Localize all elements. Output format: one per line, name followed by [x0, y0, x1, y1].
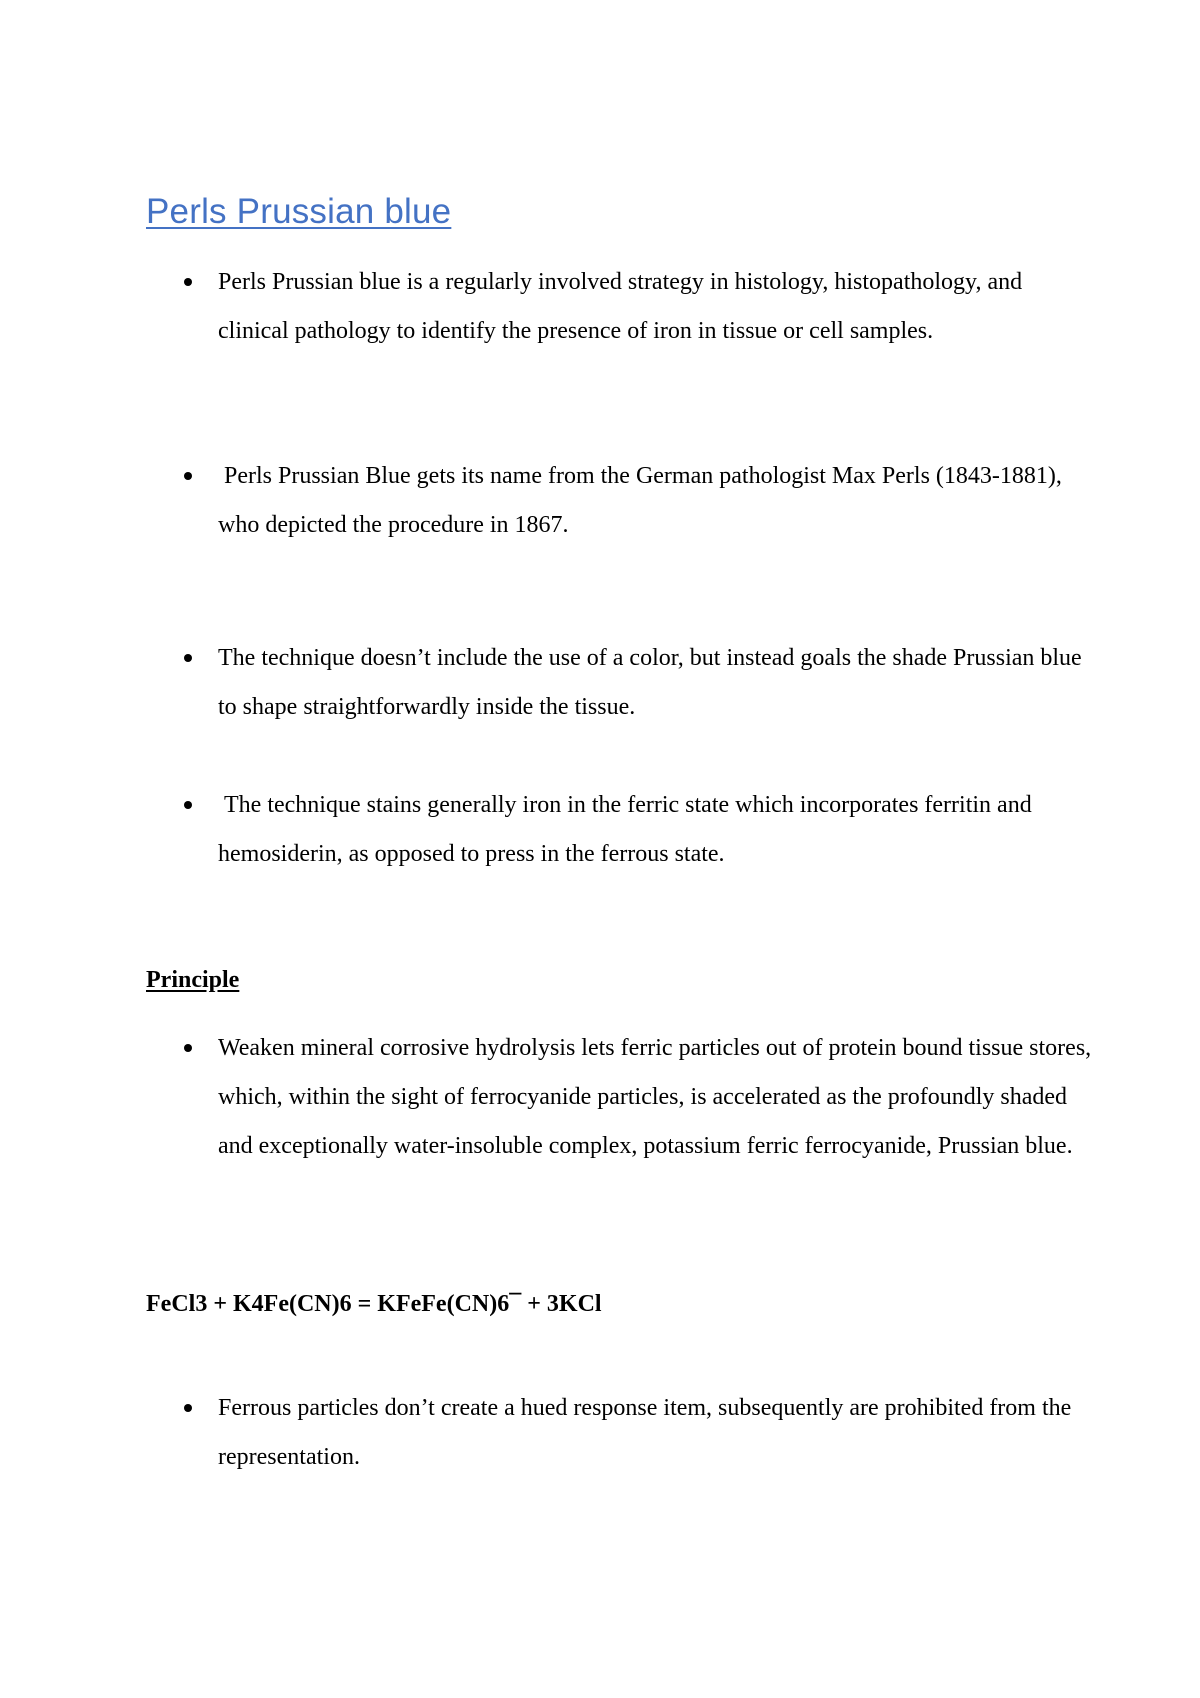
list-item-text: Ferrous particles don’t create a hued response item, subsequently are prohibited from the representation. [218, 1395, 1072, 1470]
list-item [218, 258, 1098, 356]
section-heading-principle: Principle [146, 967, 240, 993]
list-item-text: The technique stains generally iron in the ferric state which incorporates ferritin and hemosiderin, as opposed to press in the ferrous state. [218, 792, 1038, 867]
list-item [218, 1024, 1098, 1171]
page-title: Perls Prussian blue [146, 192, 452, 231]
list-item-text: Weaken mineral corrosive hydrolysis lets ferric particles out of protein bound tissue stores, which, within the sight of ferrocyanide particles, is accelerated as the profoundly shaded and exceptionally water-insoluble complex, potassium ferric ferrocyanide, Prussian blue. [218, 1035, 1092, 1159]
list-item [218, 634, 1098, 732]
bullet-icon [184, 1404, 192, 1412]
bullet-icon [184, 654, 192, 662]
chemical-equation: FeCl3 + K4Fe(CN)6 = KFeFe(CN)6¯ + 3KCl [146, 1291, 602, 1317]
bullet-icon [184, 1044, 192, 1052]
bullet-icon [184, 801, 192, 809]
list-item [218, 781, 1098, 879]
list-item-text: Perls Prussian Blue gets its name from the German pathologist Max Perls (1843-1881), who depicted the procedure in 1867. [218, 463, 1068, 538]
list-item [218, 452, 1098, 550]
list-item-text: Perls Prussian blue is a regularly involved strategy in histology, histopathology, and clinical pathology to identify the presence of iron in tissue or cell samples. [218, 269, 1023, 344]
list-item [218, 1384, 1098, 1482]
bullet-icon [184, 472, 192, 480]
list-item-text: The technique doesn’t include the use of a color, but instead goals the shade Prussian blue to shape straightforwardly inside the tissue. [218, 645, 1082, 720]
bullet-icon [184, 278, 192, 286]
